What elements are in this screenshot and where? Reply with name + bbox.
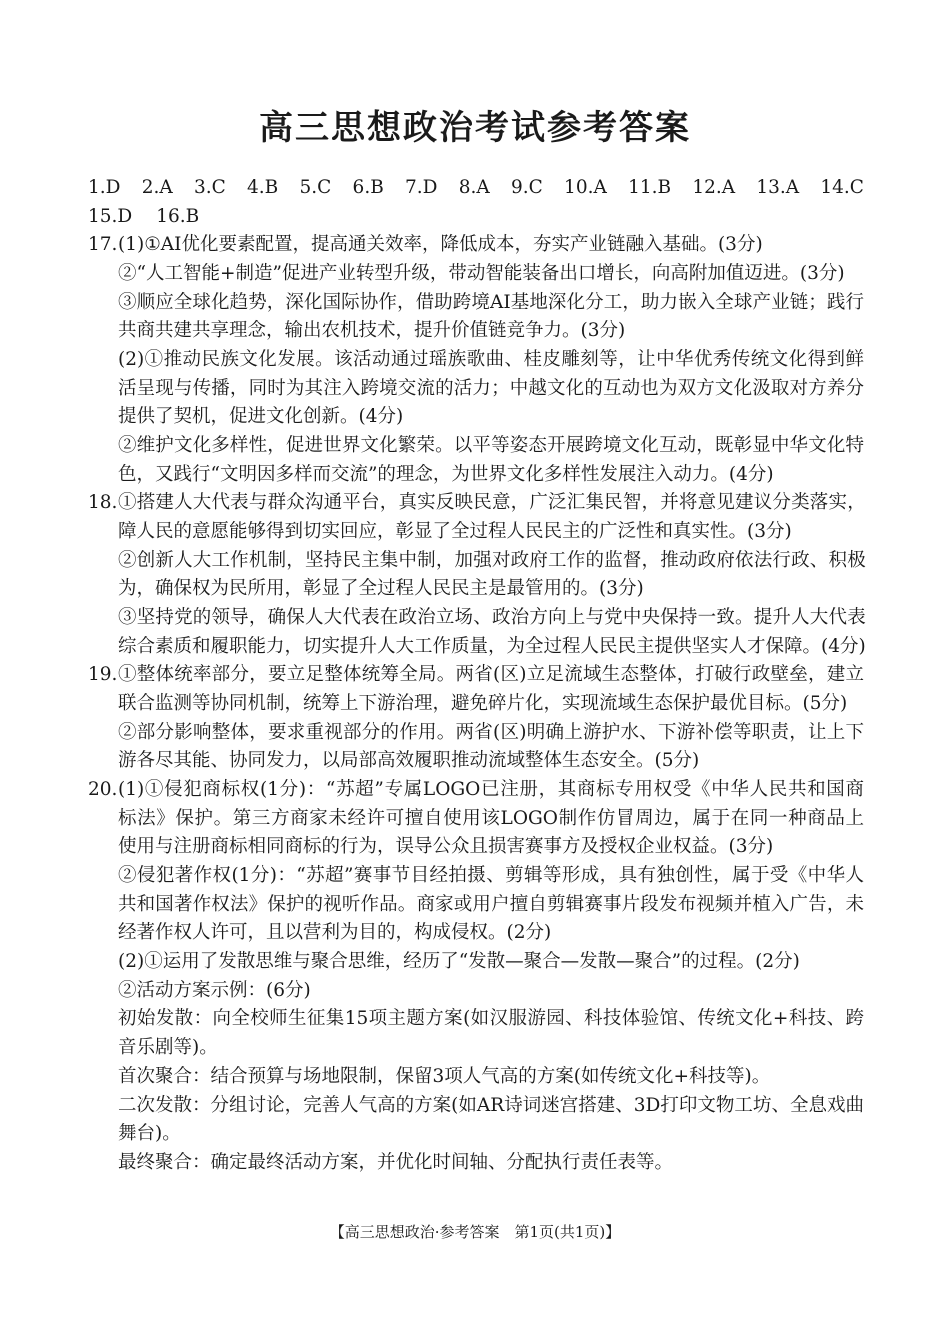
mc-answer: 10.A — [564, 177, 607, 198]
answer-line: 为，确保权为民所用，彰显了全过程人民民主是最管用的。(3分) — [118, 578, 644, 600]
question-19 — [88, 661, 864, 776]
mc-answer: 8.A — [458, 177, 490, 198]
answer-line: 初始发散：向全校师生征集15项主题方案(如汉服游园、科技体验馆、传统文化+科技、跨 — [118, 1008, 864, 1030]
question-number: 20. — [88, 779, 118, 801]
answer-line: 首次聚合：结合预算与场地限制，保留3项人气高的方案(如传统文化+科技等)。 — [118, 1065, 771, 1087]
answer-line: (2)①运用了发散思维与聚合思维，经历了“发散—聚合—发散—聚合”的过程。(2分) — [118, 951, 800, 973]
question-number: 19. — [88, 664, 118, 686]
answer-content — [88, 174, 864, 1178]
mc-answer: 12.A — [692, 177, 736, 198]
mc-answer: 11.B — [628, 177, 672, 198]
answer-line: ③顺应全球化趋势，深化国际协作，借助跨境AI基地深化分工，助力嵌入全球产业链；践行 — [118, 291, 864, 313]
answer-line: 二次发散：分组讨论，完善人气高的方案(如AR诗词迷宫搭建、3D打印文物工坊、全息戏曲 — [118, 1094, 864, 1116]
question-answer-body — [118, 489, 866, 661]
mc-answer: 16.B — [156, 205, 200, 227]
question-17 — [88, 231, 864, 489]
answer-line: 联合监测等协同机制，统筹上下游治理，避免碎片化，实现流域生态保护最优目标。(5分) — [118, 693, 848, 715]
mc-answer: 4.B — [247, 177, 279, 198]
question-18 — [88, 489, 864, 661]
mc-answer: 13.A — [756, 177, 800, 198]
question-answer-body — [118, 776, 864, 1177]
answer-line: ③坚持党的领导，确保人大代表在政治立场、政治方向上与党中央保持一致。提升人大代表 — [118, 607, 866, 629]
mc-answer: 1.D — [88, 177, 121, 198]
answer-line: ②部分影响整体，要求重视部分的作用。两省(区)明确上游护水、下游补偿等职责，让上下 — [118, 721, 864, 743]
answer-line: 提供了契机，促进文化创新。(4分) — [118, 406, 404, 428]
page-footer: 【高三思想政治·参考答案 第1页(共1页)】 — [329, 1223, 621, 1241]
answer-line: ②侵犯著作权(1分)：“苏超”赛事节目经拍摄、剪辑等形成，具有独创性，属于受《中华人 — [118, 865, 864, 887]
mc-answer: 6.B — [352, 177, 384, 198]
answer-line: 综合素质和履职能力，切实提升人大工作质量，为全过程人民民主提供坚实人才保障。(4分) — [118, 635, 866, 657]
answer-line: 共和国著作权法》保护的视听作品。商家或用户擅自剪辑赛事片段发布视频并植入广告，未 — [118, 893, 864, 915]
answer-line: 共商共建共享理念，输出农机技术，提升价值链竞争力。(3分) — [118, 320, 626, 342]
mc-answer: 15.D — [88, 205, 133, 227]
answer-line: ①整体统率部分，要立足整体统筹全局。两省(区)立足流域生态整体，打破行政壁垒，建立 — [118, 664, 864, 686]
mc-answer: 3.C — [193, 177, 226, 198]
question-answer-body — [118, 661, 864, 776]
answer-line: 经著作权人许可，且以营利为目的，构成侵权。(2分) — [118, 922, 552, 944]
answer-line: (1)①侵犯商标权(1分)：“苏超”专属LOGO已注册，其商标专用权受《中华人民共和国商 — [118, 779, 864, 801]
mc-answers-row-1 — [88, 174, 864, 203]
answer-line: (2)①推动民族文化发展。该活动通过瑶族歌曲、桂皮雕刻等，让中华优秀传统文化得到鲜 — [118, 349, 864, 371]
mc-answer: 5.C — [299, 177, 332, 198]
question-answer-body — [118, 231, 864, 489]
answer-line: ①搭建人大代表与群众沟通平台，真实反映民意，广泛汇集民智，并将意见建议分类落实， — [118, 492, 866, 514]
page-title: 高三思想政治考试参考答案 — [259, 108, 691, 148]
mc-answer: 14.C — [820, 177, 864, 198]
answer-line: ②创新人大工作机制，坚持民主集中制，加强对政府工作的监督，推动政府依法行政、积极 — [118, 549, 866, 571]
answer-line: 舞台)。 — [118, 1123, 181, 1145]
answer-line: 色，又践行“文明因多样而交流”的理念，为世界文化多样性发展注入动力。(4分) — [118, 463, 774, 485]
mc-answer: 2.A — [141, 177, 173, 198]
answer-line: 使用与注册商标相同商标的行为，误导公众且损害赛事方及授权企业权益。(3分) — [118, 836, 774, 858]
answer-line: 音乐剧等)。 — [118, 1037, 218, 1059]
answer-line: ②维护文化多样性，促进世界文化繁荣。以平等姿态开展跨境文化互动，既彰显中华文化特 — [118, 435, 864, 457]
answer-line: 障人民的意愿能够得到切实回应，彰显了全过程人民民主的广泛性和真实性。(3分) — [118, 521, 792, 543]
answer-line: 标法》保护。第三方商家未经许可擅自使用该LOGO制作仿冒周边，属于在同一种商品上 — [118, 807, 864, 829]
mc-answer: 7.D — [405, 177, 438, 198]
answer-line: ②活动方案示例：(6分) — [118, 979, 311, 1001]
answer-line: ②“人工智能+制造”促进产业转型升级，带动智能装备出口增长，向高附加值迈进。(3分) — [118, 263, 845, 285]
mc-answer: 9.C — [511, 177, 543, 198]
mc-answers-row-2 — [88, 203, 864, 232]
question-number: 18. — [88, 492, 118, 514]
answer-line: 活呈现与传播，同时为其注入跨境交流的活力；中越文化的互动也为双方文化汲取对方养分 — [118, 377, 864, 399]
question-20 — [88, 776, 864, 1177]
answer-line: 最终聚合：确定最终活动方案，并优化时间轴、分配执行责任表等。 — [118, 1151, 674, 1173]
answer-line: 游各尽其能、协同发力，以局部高效履职推动流域整体生态安全。(5分) — [118, 750, 700, 772]
question-number: 17. — [88, 234, 118, 256]
questions — [88, 231, 864, 1177]
answer-line: (1)①AI优化要素配置，提高通关效率，降低成本，夯实产业链融入基础。(3分) — [118, 234, 763, 256]
